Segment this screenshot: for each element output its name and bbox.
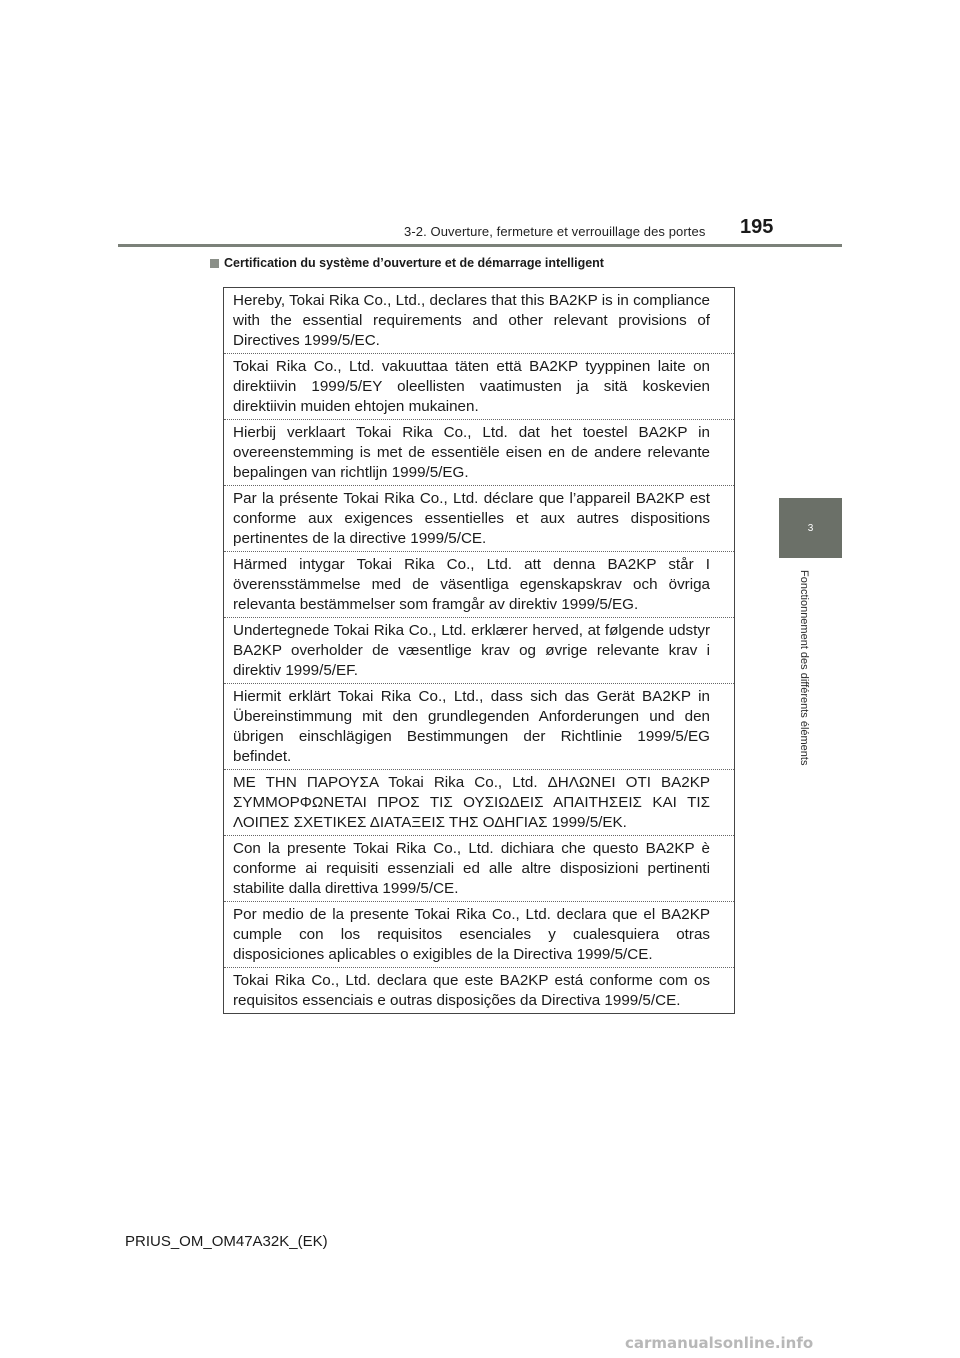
chapter-tab-bar bbox=[779, 558, 842, 942]
declaration-finnish: Tokai Rika Co., Ltd. vakuuttaa täten että BA2KP tyyppinen laite on direktiivin 1999/5/EY oleellisten vaatimusten ja sitä koskevien direktiivin muiden ehtojen mukainen. bbox=[224, 354, 734, 420]
section-heading bbox=[210, 256, 604, 270]
declaration-german: Hiermit erklärt Tokai Rika Co., Ltd., dass sich das Gerät BA2KP in Übereinstimmung mit den grundlegenden Anforderungen und den übrigen einschlägigen Bestimmungen der Richtlinie 1999/5/EG befindet. bbox=[224, 684, 734, 770]
declarations-table bbox=[223, 287, 735, 1014]
chapter-label: Fonctionnement des différents éléments bbox=[798, 570, 810, 766]
declaration-greek: ΜΕ ΤΗΝ ΠΑΡΟΥΣΑ Tokai Rika Co., Ltd. ΔΗΛΩΝΕΙ ΟΤΙ BA2KP ΣΥΜΜΟΡΦΩΝΕΤΑΙ ΠΡΟΣ ΤΙΣ ΟΥΣΙΩΔΕΙΣ ΑΠΑΙΤΗΣΕΙΣ ΚΑΙ ΤΙΣ ΛΟΙΠΕΣ ΣΧΕΤΙΚΕΣ ΔΙΑΤΑΞΕΙΣ ΤΗΣ ΟΔΗΓΙΑΣ 1999/5/ΕΚ. bbox=[224, 770, 734, 836]
declaration-portuguese: Tokai Rika Co., Ltd. declara que este BA2KP está conforme com os requisitos essenciais e outras disposições da Directiva 1999/5/CE. bbox=[233, 972, 710, 1009]
declaration-french: Par la présente Tokai Rika Co., Ltd. déclare que l’appareil BA2KP est conforme aux exigences essentielles et aux autres dispositions pertinentes de la directive 1999/5/CE. bbox=[224, 486, 734, 552]
declaration-dutch: Hierbij verklaart Tokai Rika Co., Ltd. dat het toestel BA2KP in overeenstemming is met de essentiële eisen en de andere relevante bepalingen van richtlijn 1999/5/EG. bbox=[224, 420, 734, 486]
header-divider bbox=[118, 244, 842, 247]
watermark: carmanualsonline.info bbox=[625, 1334, 814, 1352]
declaration-danish: Undertegnede Tokai Rika Co., Ltd. erklærer herved, at følgende udstyr BA2KP overholder de væsentlige krav og øvrige relevante krav i direktiv 1999/5/EF. bbox=[224, 618, 734, 684]
page-number: 195 bbox=[740, 216, 774, 238]
chapter-number: 3 bbox=[807, 522, 814, 534]
section-heading-text: Certification du système d’ouverture et de démarrage intelligent bbox=[224, 256, 604, 270]
chapter-tab bbox=[779, 498, 842, 558]
declaration-swedish: Härmed intygar Tokai Rika Co., Ltd. att denna BA2KP står I överensstämmelse med de väsentliga egenskapskrav och övriga relevanta bestämmelser som framgår av direktiv 1999/5/EG. bbox=[224, 552, 734, 618]
declaration-italian: Con la presente Tokai Rika Co., Ltd. dichiara che questo BA2KP è conforme ai requisiti essenziali ed alle altre disposizioni pertinenti stabilite dalla direttiva 1999/5/CE. bbox=[224, 836, 734, 902]
document-code: PRIUS_OM_OM47A32K_(EK) bbox=[125, 1233, 328, 1250]
square-bullet-icon bbox=[210, 259, 219, 268]
declaration-english: Hereby, Tokai Rika Co., Ltd., declares that this BA2KP is in compliance with the essential requirements and other relevant provisions of Directives 1999/5/EC. bbox=[224, 288, 734, 354]
header-section-title: 3-2. Ouverture, fermeture et verrouillage des portes bbox=[404, 224, 706, 239]
declaration-spanish: Por medio de la presente Tokai Rika Co., Ltd. declara que el BA2KP cumple con los requisitos esenciales y cualesquiera otras disposiciones aplicables o exigibles de la Directiva 1999/5/CE. bbox=[224, 902, 734, 968]
